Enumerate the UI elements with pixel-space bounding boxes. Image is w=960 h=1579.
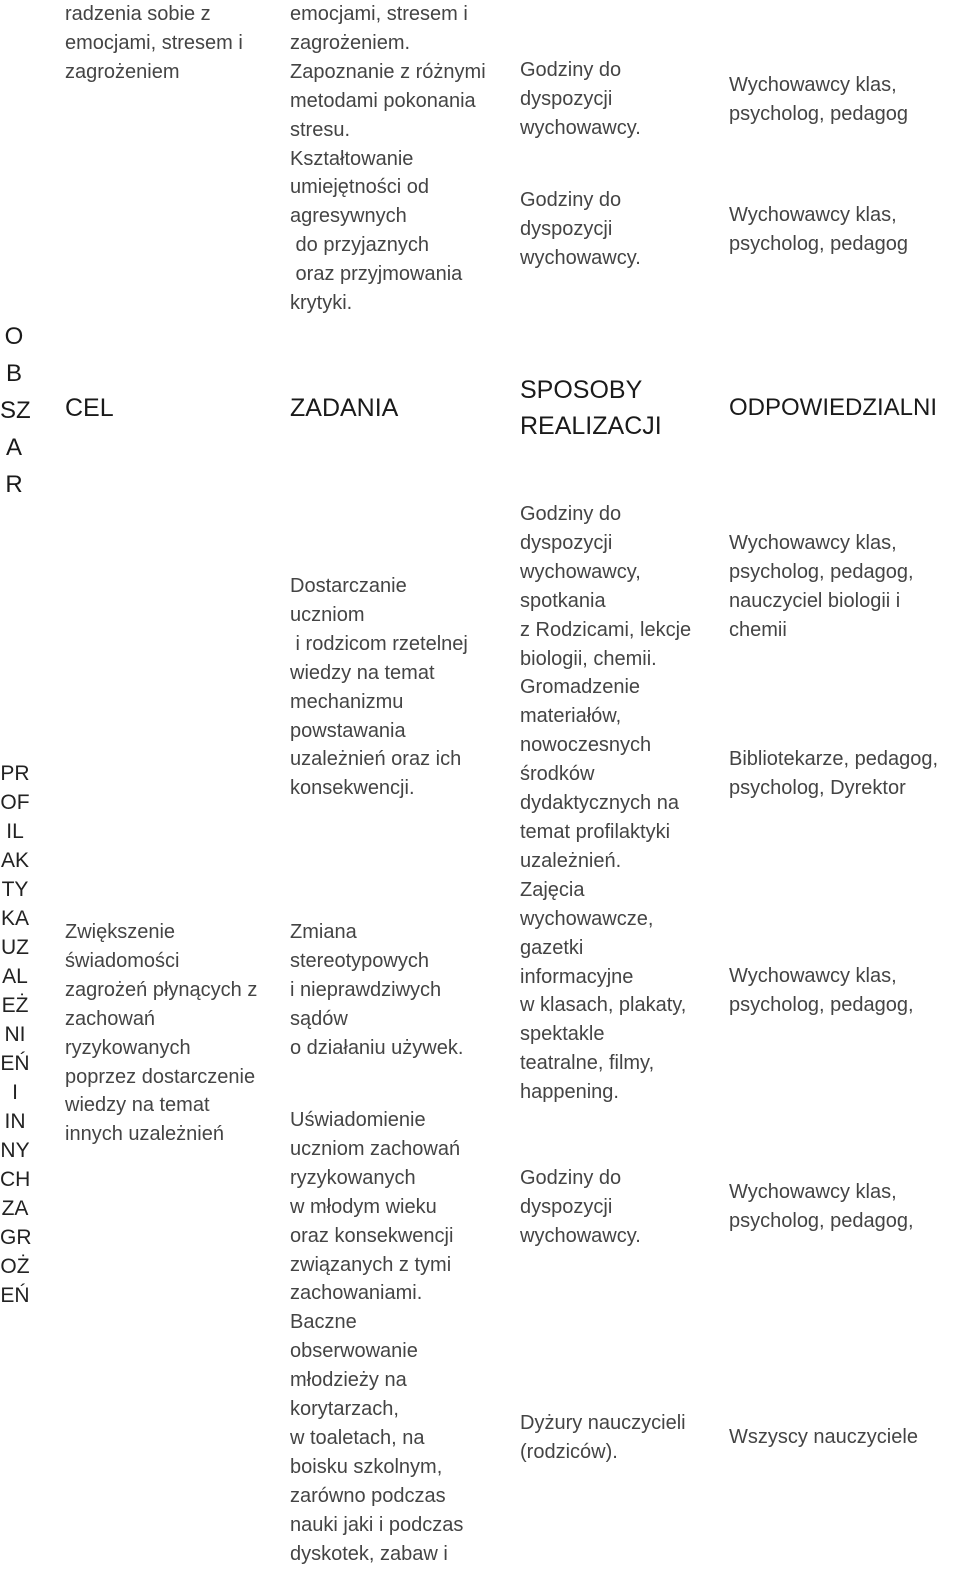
obszar-header: O B SZ A R [0,323,31,498]
odpowiedzialni-resp-4: Wychowawcy klas, psycholog, pedagog, [729,1181,914,1232]
odpowiedzialni-resp-5: Wszyscy nauczyciele [729,1426,918,1448]
odpowiedzialni-resp-3: Wychowawcy klas, psycholog, pedagog, [729,965,914,1016]
sposoby-method-3: Dyżury nauczycieli (rodziców). [520,1412,686,1463]
sposoby-top-2: Godziny do dyspozycji wychowawcy. [520,189,641,269]
zadania-task-3: Uświadomienie uczniom zachowań ryzykowanych w młodym wieku oraz konsekwencji związanych z tymi zachowaniami. Baczne obserwowanie młodzieży na korytarzach, w toaletach, na boisku szkolnym, zarówno podczas nauki jaki i podczas dyskotek, zabaw i [290,1109,464,1565]
cel-goal-text: Zwiększenie świadomości zagrożeń płynących z zachowań ryzykowanych poprzez dostarczenie wiedzy na temat innych uzależnień [65,921,258,1146]
zadania-header: ZADANIA [290,394,399,422]
zadania-continuation-text: emocjami, stresem i zagrożeniem. Zapoznanie z różnymi metodami pokonania stresu. Kształtowanie umiejętności od agresywnych do przyjaznych oraz przyjmowania krytyki. [290,3,486,315]
odpowiedzialni-resp-2: Bibliotekarze, pedagog, psycholog, Dyrektor [729,748,939,799]
odpowiedzialni-top-2: Wychowawcy klas, psycholog, pedagog [729,204,909,255]
zadania-task-1: Dostarczanie uczniom i rodzicom rzetelnej wiedzy na temat mechanizmu powstawania uzależnień oraz ich konsekwencji. [290,575,468,800]
obszar-profilaktyka-label: PR OF IL AK TY KA UZ AL EŻ NI EŃ I IN NY CH ZA GR OŻ EŃ [0,762,32,1307]
odpowiedzialni-resp-1: Wychowawcy klas, psycholog, pedagog, nauczyciel biologii i chemii [729,532,914,641]
zadania-task-2: Zmiana stereotypowych i nieprawdziwych sądów o działaniu używek. [290,921,464,1059]
odpowiedzialni-header: ODPOWIEDZIALNI [729,394,938,421]
sposoby-top-1: Godziny do dyspozycji wychowawcy. [520,59,641,139]
cel-continuation-text: radzenia sobie z emocjami, stresem i zagrożeniem [65,3,243,83]
odpowiedzialni-top-1: Wychowawcy klas, psycholog, pedagog [729,74,909,125]
cel-header: CEL [65,394,114,422]
sposoby-method-2: Godziny do dyspozycji wychowawcy. [520,1167,641,1247]
sposoby-header: SPOSOBY REALIZACJI [520,376,662,440]
sposoby-method-1: Godziny do dyspozycji wychowawcy, spotkania z Rodzicami, lekcje biologii, chemii. Gromadzenie materiałów, nowoczesnych środków dydaktycznych na temat profilaktyki uzależnień. Zajęcia wychowawcze, gazetki informacyjne w klasach, plakaty, spektakle teatralne, filmy, happening. [520,503,692,1104]
